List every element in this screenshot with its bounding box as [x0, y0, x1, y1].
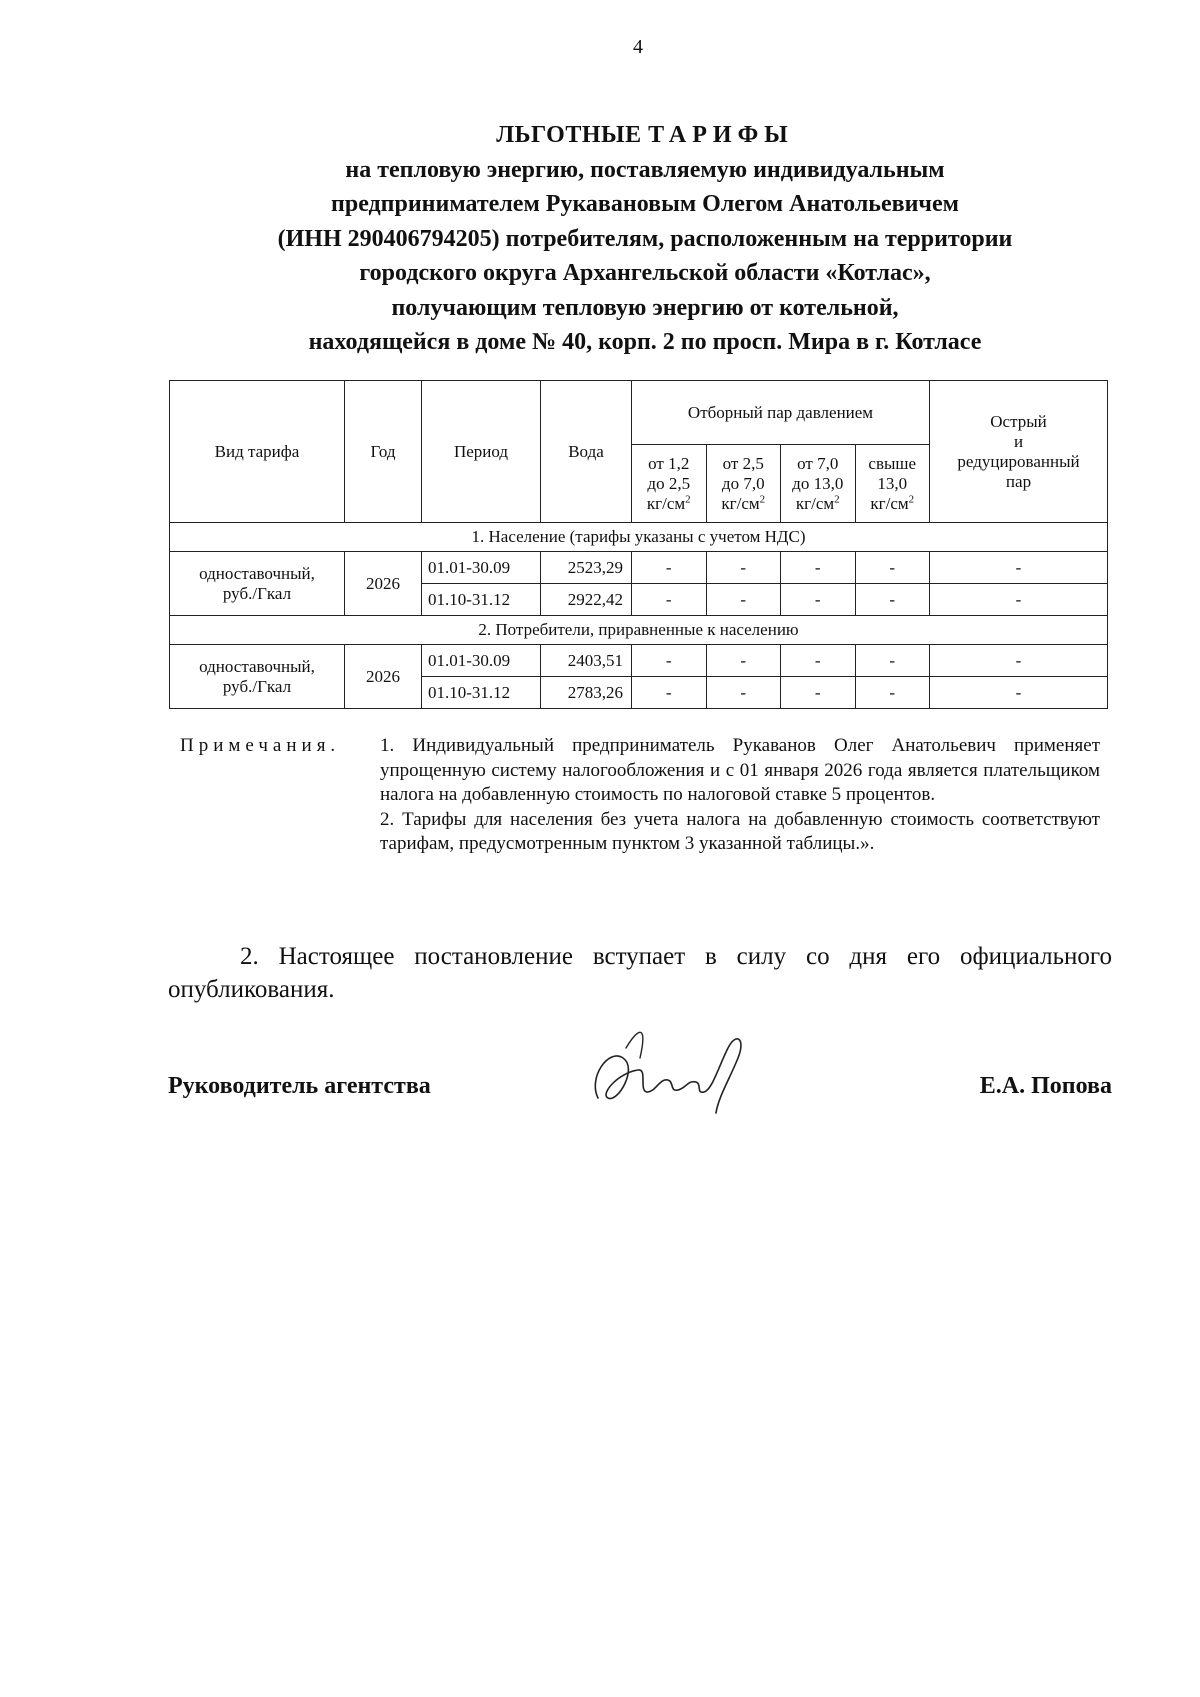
cell-vid-line: одноставочный, [199, 563, 315, 583]
header-sub-unit: кг/см [795, 493, 835, 513]
header-ostr-line: и [1013, 431, 1024, 451]
signatory-name: Е.А. Попова [979, 1073, 1112, 1099]
page-number: 4 [633, 36, 643, 58]
header-sub-line: от 7,0 [797, 453, 839, 473]
header-sub-unit: кг/см [870, 493, 909, 513]
title-line: на тепловую энергию, поставляемую индивидуальным [345, 156, 945, 183]
title-heading-word: ЛЬГОТНЫЕ [496, 122, 642, 148]
header-ostr-line: пар [1005, 471, 1032, 491]
cell-vid-line: одноставочный, [199, 656, 315, 676]
header-sub-line: 13,0 [877, 473, 908, 493]
cell-period: 01.01-30.09 [422, 645, 541, 677]
header-ostr-line: Острый [990, 411, 1047, 431]
header-sub-unit: кг/см [646, 493, 686, 513]
header-sub-line: от 2,5 [722, 453, 764, 473]
cell-period: 01.01-30.09 [422, 552, 541, 584]
title-line: городского округа Архангельской области «Котлас», [359, 260, 931, 286]
header-otbor: Отборный пар давлением [632, 381, 930, 445]
cell-value: - [781, 677, 856, 709]
decree-paragraph: 2. Настоящее постановление вступает в силу со дня его официального опубликования. [168, 943, 1112, 1003]
header-sub [706, 445, 781, 523]
tariffs-table [169, 380, 1108, 709]
note-item: 1. Индивидуальный предприниматель Рукаванов Олег Анатольевич применяет упрощенную систему налогообложения и с 01 января 2026 года является плательщиком налога на добавленную стоимость по налоговой ставке 5 процентов. [380, 735, 1100, 805]
cell-value: - [855, 677, 930, 709]
header-sub-sup: 2 [685, 492, 691, 505]
header-sub [632, 445, 707, 523]
cell-voda: 2922,42 [541, 584, 632, 616]
cell-period: 01.10-31.12 [422, 677, 541, 709]
header-sub-unit: кг/см [721, 493, 760, 513]
cell-value: - [781, 645, 856, 677]
header-vid: Вид тарифа [170, 381, 345, 523]
section-title: 2. Потребители, приравненные к населению [170, 616, 1108, 645]
header-sub [855, 445, 930, 523]
cell-value: - [706, 677, 781, 709]
cell-value: - [632, 552, 707, 584]
header-sub-line: свыше [868, 453, 917, 473]
cell-value: - [930, 645, 1108, 677]
cell-vid [170, 552, 345, 616]
cell-vid-line: руб./Гкал [222, 583, 292, 603]
title-line: предпринимателем Рукавановым Олегом Анатольевичем [331, 191, 959, 217]
cell-value: - [855, 645, 930, 677]
cell-value: - [930, 584, 1108, 616]
notes-label: Примечания. [180, 735, 341, 756]
notes-body [380, 734, 1100, 857]
table-row [170, 552, 1108, 584]
header-sub-sup: 2 [759, 492, 766, 505]
cell-value: - [706, 584, 781, 616]
title-heading [130, 118, 1160, 153]
header-sub-sup: 2 [834, 492, 840, 505]
header-god: Год [345, 381, 422, 523]
cell-period: 01.10-31.12 [422, 584, 541, 616]
cell-value: - [781, 584, 856, 616]
table-row [170, 645, 1108, 677]
title-line: (ИНН 290406794205) потребителям, расположенным на территории [277, 225, 1013, 252]
header-period: Период [422, 381, 541, 523]
cell-voda: 2523,29 [541, 552, 632, 584]
cell-voda: 2403,51 [541, 645, 632, 677]
cell-value: - [632, 584, 707, 616]
header-sub-line: до 2,5 [647, 473, 691, 493]
cell-value: - [930, 677, 1108, 709]
header-ostr-line: редуцированный [957, 451, 1080, 471]
header-sub-line: до 7,0 [721, 473, 765, 493]
header-ostr [930, 381, 1108, 523]
cell-value: - [855, 584, 930, 616]
document-title [130, 118, 1160, 360]
cell-value: - [855, 552, 930, 584]
cell-value: - [632, 645, 707, 677]
cell-vid-line: руб./Гкал [222, 676, 292, 696]
cell-voda: 2783,26 [541, 677, 632, 709]
header-sub-sup: 2 [908, 492, 915, 505]
title-line: находящейся в доме № 40, корп. 2 по просп. Мира в г. Котласе [308, 329, 982, 355]
note-item: 2. Тарифы для населения без учета налога на добавленную стоимость соответствуют тарифам, предусмотренным пунктом 3 указанной таблицы.». [380, 808, 1100, 854]
header-sub-line: до 13,0 [792, 473, 844, 493]
header-sub-line: от 1,2 [648, 453, 690, 473]
cell-year: 2026 [345, 645, 422, 709]
handwritten-signature [578, 1018, 768, 1128]
section-title: 1. Население (тарифы указаны с учетом НДС) [170, 523, 1108, 552]
title-heading-spaced: ТАРИФЫ [648, 122, 794, 148]
cell-value: - [706, 645, 781, 677]
title-line: получающим тепловую энергию от котельной, [391, 294, 899, 321]
signatory-position: Руководитель агентства [168, 1073, 431, 1099]
cell-year: 2026 [345, 552, 422, 616]
header-sub [781, 445, 856, 523]
header-voda: Вода [541, 381, 632, 523]
cell-value: - [930, 552, 1108, 584]
cell-value: - [706, 552, 781, 584]
cell-value: - [632, 677, 707, 709]
cell-vid [170, 645, 345, 709]
cell-value: - [781, 552, 856, 584]
